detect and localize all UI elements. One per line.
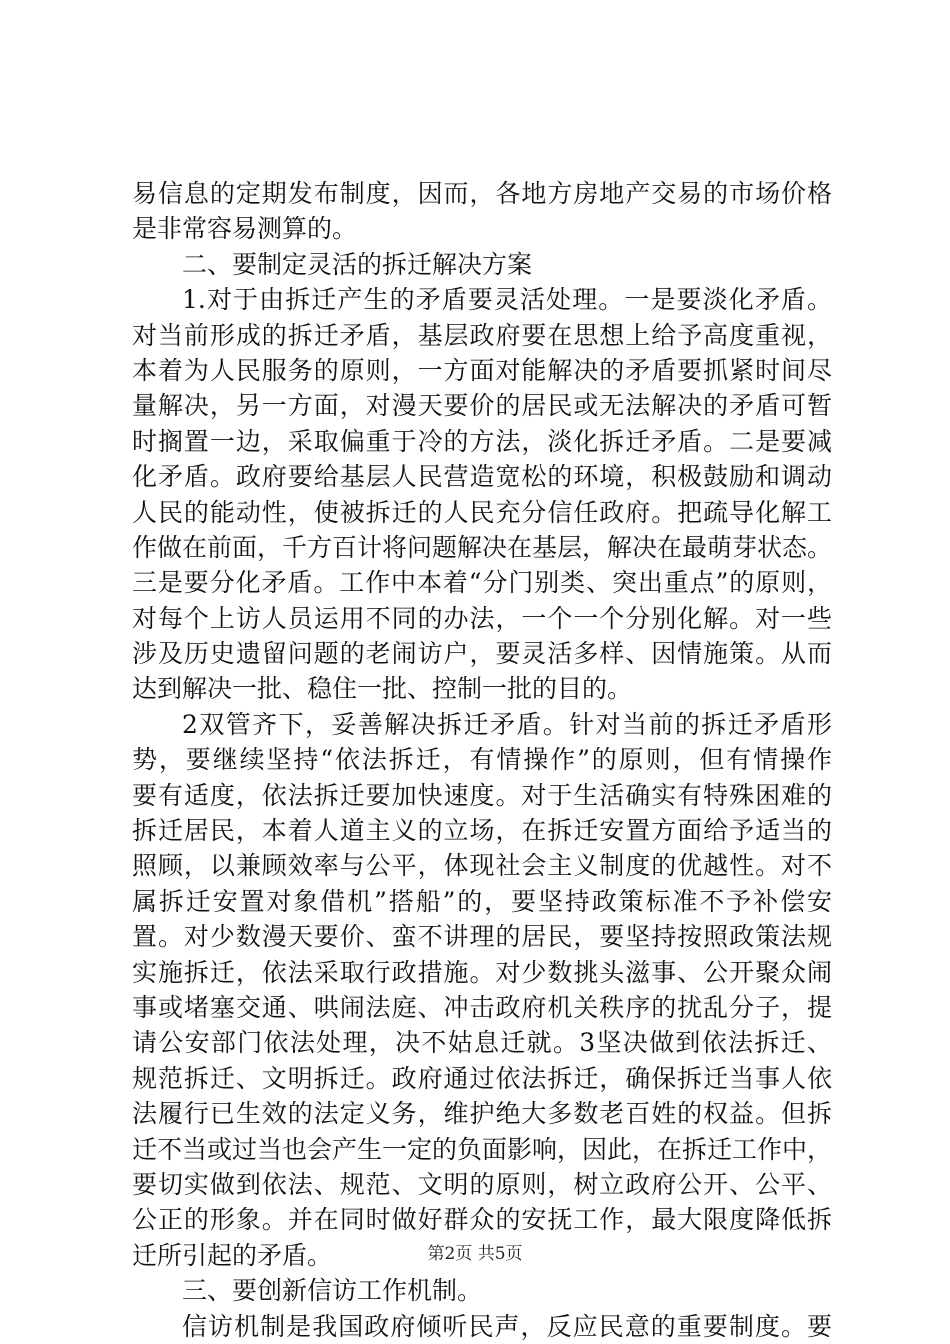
text-line: 作做在前面，千方百计将问题解决在基层，解决在最萌芽状态。 xyxy=(132,532,833,562)
text-line: 事或堵塞交通、哄闹法庭、冲击政府机关秩序的扰乱分子，提 xyxy=(132,992,832,1022)
text-line: 是非常容易测算的。 xyxy=(132,214,358,244)
text-line: 置。对少数漫天要价、蛮不讲理的居民，要坚持按照政策法规 xyxy=(132,922,832,952)
section-heading: 三、要创新信访工作机制。 xyxy=(182,1276,483,1306)
text-line: 人民的能动性，使被拆迁的人民充分信任政府。把疏导化解工 xyxy=(132,497,832,527)
text-line: 对当前形成的拆迁矛盾，基层政府要在思想上给予高度重视， xyxy=(132,320,832,350)
text-line: 2双管齐下，妥善解决拆迁矛盾。针对当前的拆迁矛盾形 xyxy=(182,709,832,739)
text-line: 要切实做到依法、规范、文明的原则，树立政府公开、公平、 xyxy=(132,1169,832,1199)
text-line: 拆迁居民，本着人道主义的立场，在拆迁安置方面给予适当的 xyxy=(132,816,832,846)
text-line: 法履行已生效的法定义务，维护绝大多数老百姓的权益。但拆 xyxy=(132,1099,832,1129)
text-line: 属拆迁安置对象借机”搭船”的，要坚持政策标准不予补偿安 xyxy=(132,886,832,916)
text-line: 请公安部门依法处理，决不姑息迁就。3坚决做到依法拆迁、 xyxy=(132,1028,832,1058)
text-line: 涉及历史遗留问题的老闹访户，要灵活多样、因情施策。从而 xyxy=(132,639,832,669)
text-line: 规范拆迁、文明拆迁。政府通过依法拆迁，确保拆迁当事人依 xyxy=(132,1063,832,1093)
text-line: 迁不当或过当也会产生一定的负面影响，因此，在拆迁工作中， xyxy=(132,1134,833,1164)
page-number-footer: 第2页 共5页 xyxy=(427,1244,523,1264)
text-line: 三是要分化矛盾。工作中本着“分门别类、突出重点”的原则， xyxy=(132,568,832,598)
text-line: 照顾，以兼顾效率与公平，体现社会主义制度的优越性。对不 xyxy=(132,851,832,881)
document-body xyxy=(132,176,832,1344)
text-line: 时搁置一边，采取偏重于冷的方法，淡化拆迁矛盾。二是要减 xyxy=(132,426,832,456)
text-line: 化矛盾。政府要给基层人民营造宽松的环境，积极鼓励和调动 xyxy=(132,462,832,492)
text-line: 信访机制是我国政府倾听民声，反应民意的重要制度。要 xyxy=(182,1311,832,1341)
text-line: 势，要继续坚持“依法拆迁，有情操作”的原则，但有情操作 xyxy=(132,745,832,775)
text-line: 要有适度，依法拆迁要加快速度。对于生活确实有特殊困难的 xyxy=(132,780,832,810)
text-line: 易信息的定期发布制度，因而，各地方房地产交易的市场价格 xyxy=(132,179,832,208)
text-line: 1.对于由拆迁产生的矛盾要灵活处理。一是要淡化矛盾。 xyxy=(182,285,832,315)
text-line: 迁所引起的矛盾。 xyxy=(132,1240,333,1270)
text-line: 达到解决一批、稳住一批、控制一批的目的。 xyxy=(132,674,633,704)
text-line: 量解决，另一方面，对漫天要价的居民或无法解决的矛盾可暂 xyxy=(132,391,832,421)
text-line: 对每个上访人员运用不同的办法，一个一个分别化解。对一些 xyxy=(132,603,832,633)
text-line: 本着为人民服务的原则，一方面对能解决的矛盾要抓紧时间尽 xyxy=(132,355,832,385)
text-line: 公正的形象。并在同时做好群众的安抚工作，最大限度降低拆 xyxy=(132,1205,832,1235)
section-heading: 二、要制定灵活的拆迁解决方案 xyxy=(182,249,533,279)
text-line: 实施拆迁，依法采取行政措施。对少数挑头滋事、公开聚众闹 xyxy=(132,957,832,987)
